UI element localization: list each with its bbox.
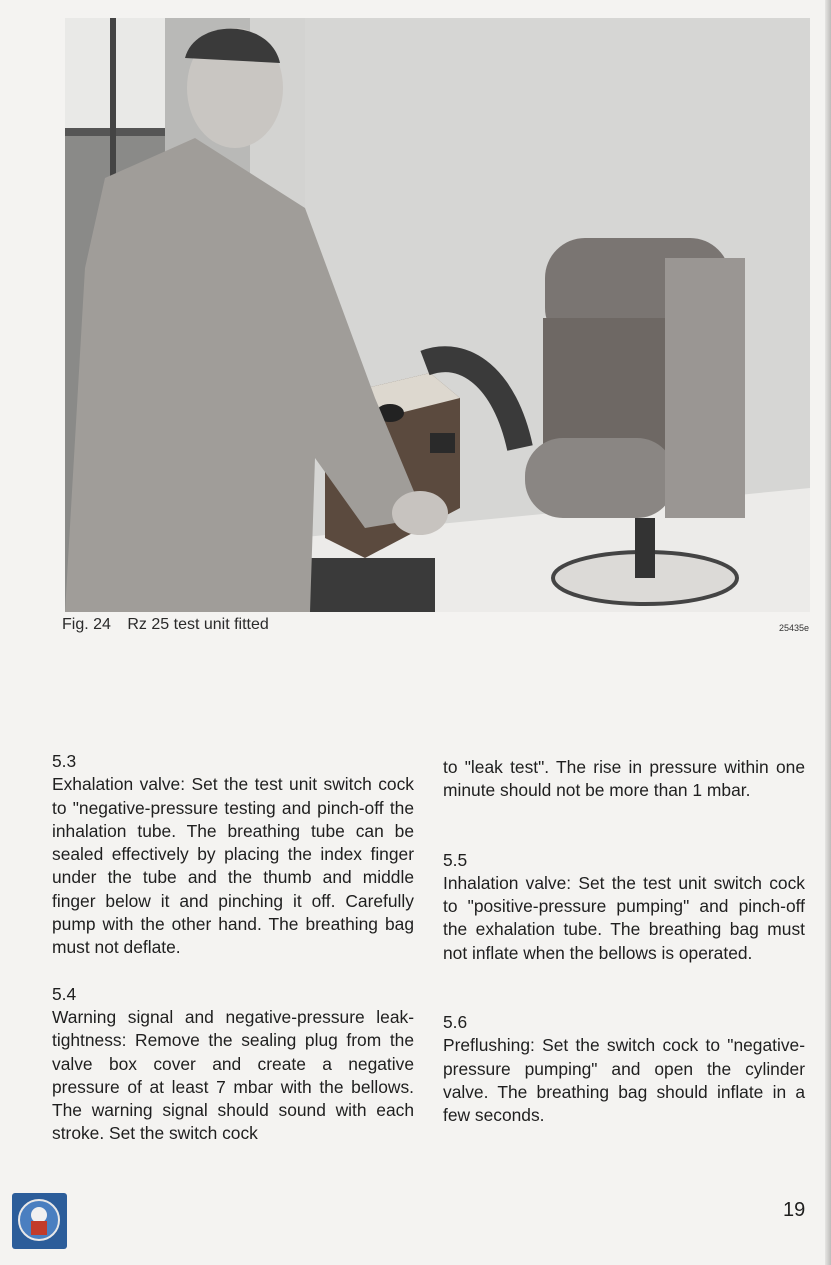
section-text: Preflushing: Set the switch cock to "negative-pressure pumping" and open the cylinder valve. The breathing bag should inflate in a few seconds. [443, 1035, 805, 1126]
section-text: Exhalation valve: Set the test unit switch cock to "negative-pressure testing and pinch-off the inhalation tube. The breathing tube can be sealed effectively by placing the index finger under the tube and the thumb and middle finger below it and pinching it off. Carefully pump with the other hand. The breathing bag must not deflate. [52, 774, 414, 958]
figure-number: Fig. 24 [62, 616, 111, 633]
right-column [443, 756, 805, 1128]
continuation-text: to "leak test". The rise in pressure within one minute should not be more than 1 mbar. [443, 757, 805, 801]
page-number: 19 [783, 1199, 806, 1221]
photo-test-unit [65, 18, 810, 612]
figure-caption [62, 616, 269, 634]
section-text: Inhalation valve: Set the test unit switch cock to "positive-pressure pumping" and pinch-off the exhalation tube. The breathing bag must not inflate when the bellows is operated. [443, 872, 805, 963]
figure-title: Rz 25 test unit fitted [127, 616, 269, 633]
section-5-3 [52, 750, 414, 960]
section-number: 5.3 [52, 751, 77, 771]
left-column [52, 750, 414, 1146]
section-number: 5.5 [443, 849, 468, 870]
section-5-4 [52, 983, 414, 1146]
page-edge [825, 0, 831, 1265]
section-5-5 [443, 849, 805, 965]
section-number: 5.6 [443, 1012, 468, 1033]
section-text: Warning signal and negative-pressure leak-tightness: Remove the sealing plug from the valve box cover and create a negative pressure of at least 7 mbar with the bellows. The warning signal should sound with each stroke. Set the switch cock [52, 1006, 414, 1144]
section-5-6 [443, 1011, 805, 1127]
figure-code: 25435e [778, 623, 809, 633]
site-logo-icon [12, 1193, 67, 1249]
section-number: 5.4 [52, 983, 77, 1004]
figure-photo [65, 18, 810, 612]
